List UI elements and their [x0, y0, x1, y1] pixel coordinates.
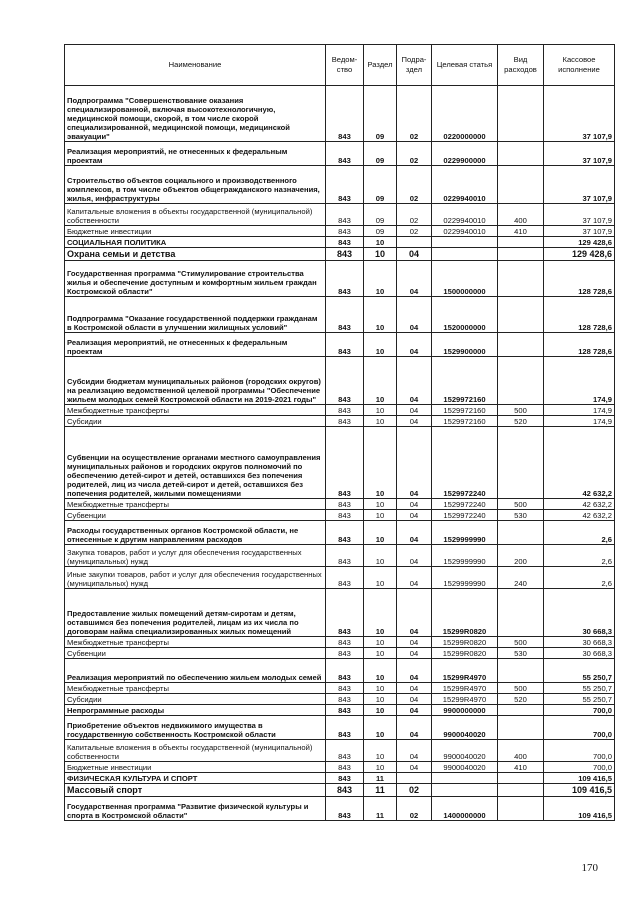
table-row — [65, 226, 615, 237]
row-name-cell: Субвенции на осуществление органами местного самоуправления муниципальных районов и городских округов полномочий по обеспечению детей-сирот и детей, оставшихся без попечения родителей, лиц из числа детей-сирот и детей, оставшихся без попечения родителей, жилыми помещениями — [65, 427, 326, 499]
row-amount-cell: 128 728,6 — [544, 333, 615, 357]
row-subsection-cell: 04 — [397, 659, 432, 683]
row-name-cell: Строительство объектов социального и производственного комплексов, в том числе объектов общегражданского назначения, жилья, инфраструктуры — [65, 166, 326, 204]
row-amount-cell: 129 428,6 — [544, 237, 615, 248]
row-name-cell: Межбюджетные трансферты — [65, 637, 326, 648]
row-subsection-cell: 04 — [397, 510, 432, 521]
row-target-cell: 0220000000 — [432, 86, 498, 142]
row-name-cell: Субсидии бюджетам муниципальных районов (городских округов) на реализацию ведомственной целевой программы "Обеспечение жильем молодых семей Костромской области на 2019-2021 годы" — [65, 357, 326, 405]
row-ministry-cell: 843 — [326, 166, 364, 204]
row-name-cell: Подпрограмма "Оказание государственной поддержки гражданам в Костромской области в улучшении жилищных условий" — [65, 297, 326, 333]
row-amount-cell: 2,6 — [544, 521, 615, 545]
row-subsection-cell: 04 — [397, 333, 432, 357]
row-subsection-cell: 04 — [397, 261, 432, 297]
header-section: Раздел — [364, 45, 397, 86]
table-row — [65, 416, 615, 427]
row-expense-cell — [498, 248, 544, 261]
row-section-cell: 10 — [364, 333, 397, 357]
row-target-cell: 0229940010 — [432, 166, 498, 204]
table-row — [65, 567, 615, 589]
row-target-cell: 9900040020 — [432, 762, 498, 773]
table-row — [65, 762, 615, 773]
row-name-cell: Межбюджетные трансферты — [65, 683, 326, 694]
row-name-cell: Предоставление жилых помещений детям-сиротам и детям, оставшимся без попечения родителей, лицам из их числа по договорам найма специализированных жилых помещений — [65, 589, 326, 637]
row-expense-cell — [498, 659, 544, 683]
row-name-cell: Субсидии — [65, 416, 326, 427]
row-expense-cell — [498, 705, 544, 716]
row-ministry-cell: 843 — [326, 705, 364, 716]
table-row — [65, 637, 615, 648]
row-amount-cell: 55 250,7 — [544, 683, 615, 694]
row-target-cell: 1529972240 — [432, 427, 498, 499]
row-subsection-cell: 04 — [397, 683, 432, 694]
row-subsection-cell: 04 — [397, 297, 432, 333]
row-name-cell: Приобретение объектов недвижимого имущества в государственную собственность Костромской области — [65, 716, 326, 740]
row-target-cell: 9900040020 — [432, 716, 498, 740]
table-row — [65, 297, 615, 333]
row-section-cell: 10 — [364, 716, 397, 740]
row-section-cell: 10 — [364, 545, 397, 567]
table-row — [65, 237, 615, 248]
row-amount-cell: 30 668,3 — [544, 637, 615, 648]
row-ministry-cell: 843 — [326, 521, 364, 545]
row-section-cell: 10 — [364, 521, 397, 545]
row-expense-cell: 530 — [498, 510, 544, 521]
row-ministry-cell: 843 — [326, 416, 364, 427]
row-section-cell: 10 — [364, 694, 397, 705]
row-name-cell: Расходы государственных органов Костромской области, не отнесенные к другим направлениям расходов — [65, 521, 326, 545]
row-subsection-cell: 04 — [397, 521, 432, 545]
budget-table — [64, 44, 615, 821]
row-subsection-cell: 04 — [397, 589, 432, 637]
row-expense-cell — [498, 797, 544, 821]
row-name-cell: Государственная программа "Стимулирование строительства жилья и обеспечение доступным и комфортным жильем граждан Костромской области" — [65, 261, 326, 297]
row-subsection-cell: 02 — [397, 204, 432, 226]
row-target-cell: 9900040020 — [432, 740, 498, 762]
row-section-cell: 10 — [364, 659, 397, 683]
row-ministry-cell: 843 — [326, 248, 364, 261]
row-name-cell: Реализация мероприятий, не отнесенных к федеральным проектам — [65, 333, 326, 357]
row-expense-cell: 520 — [498, 416, 544, 427]
row-section-cell: 10 — [364, 427, 397, 499]
row-subsection-cell: 02 — [397, 86, 432, 142]
table-row — [65, 648, 615, 659]
row-expense-cell — [498, 589, 544, 637]
row-ministry-cell: 843 — [326, 716, 364, 740]
row-target-cell: 1529972160 — [432, 405, 498, 416]
table-row — [65, 784, 615, 797]
row-subsection-cell: 02 — [397, 797, 432, 821]
row-target-cell: 1529972240 — [432, 510, 498, 521]
row-subsection-cell: 04 — [397, 357, 432, 405]
table-row — [65, 427, 615, 499]
row-section-cell: 09 — [364, 226, 397, 237]
table-row — [65, 694, 615, 705]
row-name-cell: Государственная программа "Развитие физической культуры и спорта в Костромской области" — [65, 797, 326, 821]
row-expense-cell: 400 — [498, 204, 544, 226]
row-section-cell: 10 — [364, 567, 397, 589]
row-target-cell — [432, 248, 498, 261]
row-amount-cell: 109 416,5 — [544, 773, 615, 784]
row-expense-cell: 520 — [498, 694, 544, 705]
row-amount-cell: 42 632,2 — [544, 427, 615, 499]
row-amount-cell: 129 428,6 — [544, 248, 615, 261]
table-row — [65, 740, 615, 762]
row-name-cell: Капитальные вложения в объекты государственной (муниципальной) собственности — [65, 204, 326, 226]
row-expense-cell: 500 — [498, 637, 544, 648]
row-name-cell: Капитальные вложения в объекты государственной (муниципальной) собственности — [65, 740, 326, 762]
header-amount: Кассовое исполнение — [544, 45, 615, 86]
row-amount-cell: 37 107,9 — [544, 86, 615, 142]
row-section-cell: 11 — [364, 773, 397, 784]
row-expense-cell — [498, 521, 544, 545]
row-section-cell: 10 — [364, 589, 397, 637]
table-row — [65, 357, 615, 405]
page-number: 170 — [581, 862, 598, 874]
row-section-cell: 11 — [364, 784, 397, 797]
row-expense-cell: 530 — [498, 648, 544, 659]
row-subsection-cell: 04 — [397, 248, 432, 261]
row-expense-cell: 240 — [498, 567, 544, 589]
row-section-cell: 10 — [364, 357, 397, 405]
row-target-cell: 1529999990 — [432, 521, 498, 545]
row-subsection-cell: 04 — [397, 705, 432, 716]
row-ministry-cell: 843 — [326, 784, 364, 797]
row-subsection-cell: 04 — [397, 637, 432, 648]
row-amount-cell: 55 250,7 — [544, 659, 615, 683]
row-section-cell: 09 — [364, 86, 397, 142]
row-target-cell: 1400000000 — [432, 797, 498, 821]
row-ministry-cell: 843 — [326, 648, 364, 659]
row-expense-cell — [498, 86, 544, 142]
row-section-cell: 09 — [364, 166, 397, 204]
table-row — [65, 333, 615, 357]
row-section-cell: 10 — [364, 248, 397, 261]
row-amount-cell: 128 728,6 — [544, 261, 615, 297]
row-expense-cell — [498, 297, 544, 333]
row-section-cell: 10 — [364, 637, 397, 648]
row-ministry-cell: 843 — [326, 427, 364, 499]
row-ministry-cell: 843 — [326, 357, 364, 405]
table-header-row — [65, 45, 615, 86]
table-body — [65, 86, 615, 821]
row-amount-cell: 109 416,5 — [544, 797, 615, 821]
row-section-cell: 11 — [364, 797, 397, 821]
row-ministry-cell: 843 — [326, 297, 364, 333]
row-expense-cell — [498, 357, 544, 405]
row-name-cell: Закупка товаров, работ и услуг для обеспечения государственных (муниципальных) нужд — [65, 545, 326, 567]
row-section-cell: 09 — [364, 142, 397, 166]
row-target-cell: 15299R4970 — [432, 694, 498, 705]
row-amount-cell: 128 728,6 — [544, 297, 615, 333]
row-subsection-cell: 04 — [397, 499, 432, 510]
row-name-cell: Охрана семьи и детства — [65, 248, 326, 261]
row-name-cell: Субвенции — [65, 510, 326, 521]
row-expense-cell — [498, 333, 544, 357]
row-section-cell: 10 — [364, 705, 397, 716]
row-name-cell: Субсидии — [65, 694, 326, 705]
row-name-cell: Бюджетные инвестиции — [65, 762, 326, 773]
row-target-cell — [432, 784, 498, 797]
row-name-cell: Подпрограмма "Совершенствование оказания специализированной, включая высокотехнологичную, медицинской помощи, скорой, в том числе скорой специализированной, медицинской помощи, медицинской эвакуации" — [65, 86, 326, 142]
row-target-cell: 0229940010 — [432, 226, 498, 237]
table-row — [65, 499, 615, 510]
row-amount-cell: 30 668,3 — [544, 589, 615, 637]
row-amount-cell: 42 632,2 — [544, 510, 615, 521]
row-amount-cell: 2,6 — [544, 567, 615, 589]
row-target-cell: 0229900000 — [432, 142, 498, 166]
row-amount-cell: 37 107,9 — [544, 204, 615, 226]
row-name-cell: Межбюджетные трансферты — [65, 405, 326, 416]
row-expense-cell — [498, 784, 544, 797]
row-subsection-cell: 04 — [397, 740, 432, 762]
table-row — [65, 166, 615, 204]
row-amount-cell: 37 107,9 — [544, 142, 615, 166]
row-expense-cell: 500 — [498, 499, 544, 510]
row-ministry-cell: 843 — [326, 204, 364, 226]
row-ministry-cell: 843 — [326, 762, 364, 773]
row-section-cell: 10 — [364, 762, 397, 773]
row-target-cell: 15299R0820 — [432, 637, 498, 648]
row-expense-cell — [498, 237, 544, 248]
table-row — [65, 659, 615, 683]
row-ministry-cell: 843 — [326, 683, 364, 694]
row-amount-cell: 700,0 — [544, 762, 615, 773]
row-subsection-cell: 04 — [397, 567, 432, 589]
row-ministry-cell: 843 — [326, 659, 364, 683]
row-target-cell: 15299R4970 — [432, 659, 498, 683]
row-target-cell: 1529999990 — [432, 545, 498, 567]
table-row — [65, 705, 615, 716]
row-section-cell: 09 — [364, 204, 397, 226]
table-row — [65, 545, 615, 567]
header-target: Целевая статья — [432, 45, 498, 86]
row-ministry-cell: 843 — [326, 567, 364, 589]
row-ministry-cell: 843 — [326, 797, 364, 821]
row-subsection-cell: 02 — [397, 166, 432, 204]
row-expense-cell: 410 — [498, 226, 544, 237]
row-ministry-cell: 843 — [326, 637, 364, 648]
row-ministry-cell: 843 — [326, 694, 364, 705]
row-section-cell: 10 — [364, 405, 397, 416]
row-ministry-cell: 843 — [326, 405, 364, 416]
row-name-cell: СОЦИАЛЬНАЯ ПОЛИТИКА — [65, 237, 326, 248]
row-name-cell: Реализация мероприятий по обеспечению жильем молодых семей — [65, 659, 326, 683]
row-target-cell: 15299R0820 — [432, 648, 498, 659]
row-ministry-cell: 843 — [326, 333, 364, 357]
row-subsection-cell: 02 — [397, 226, 432, 237]
row-section-cell: 10 — [364, 297, 397, 333]
row-expense-cell: 500 — [498, 405, 544, 416]
row-amount-cell: 30 668,3 — [544, 648, 615, 659]
row-amount-cell: 2,6 — [544, 545, 615, 567]
row-expense-cell: 500 — [498, 683, 544, 694]
table-row — [65, 204, 615, 226]
row-amount-cell: 37 107,9 — [544, 166, 615, 204]
row-amount-cell: 174,9 — [544, 416, 615, 427]
row-section-cell: 10 — [364, 237, 397, 248]
row-amount-cell: 37 107,9 — [544, 226, 615, 237]
row-ministry-cell: 843 — [326, 226, 364, 237]
row-ministry-cell: 843 — [326, 545, 364, 567]
row-name-cell: Межбюджетные трансферты — [65, 499, 326, 510]
row-amount-cell: 55 250,7 — [544, 694, 615, 705]
row-subsection-cell: 04 — [397, 416, 432, 427]
row-amount-cell: 700,0 — [544, 716, 615, 740]
row-name-cell: Иные закупки товаров, работ и услуг для обеспечения государственных (муниципальных) нужд — [65, 567, 326, 589]
row-target-cell: 0229940010 — [432, 204, 498, 226]
row-expense-cell — [498, 261, 544, 297]
row-ministry-cell: 843 — [326, 510, 364, 521]
row-name-cell: ФИЗИЧЕСКАЯ КУЛЬТУРА И СПОРТ — [65, 773, 326, 784]
table-row — [65, 142, 615, 166]
row-name-cell: Массовый спорт — [65, 784, 326, 797]
row-expense-cell: 200 — [498, 545, 544, 567]
row-ministry-cell: 843 — [326, 261, 364, 297]
row-target-cell — [432, 773, 498, 784]
row-target-cell: 1529972160 — [432, 416, 498, 427]
row-amount-cell: 174,9 — [544, 357, 615, 405]
row-expense-cell — [498, 166, 544, 204]
row-target-cell: 1529972240 — [432, 499, 498, 510]
table-row — [65, 589, 615, 637]
row-target-cell — [432, 237, 498, 248]
row-section-cell: 10 — [364, 416, 397, 427]
header-subsection: Подра-здел — [397, 45, 432, 86]
row-subsection-cell: 04 — [397, 405, 432, 416]
row-ministry-cell: 843 — [326, 589, 364, 637]
row-ministry-cell: 843 — [326, 740, 364, 762]
row-amount-cell: 109 416,5 — [544, 784, 615, 797]
row-name-cell: Реализация мероприятий, не отнесенных к федеральным проектам — [65, 142, 326, 166]
row-section-cell: 10 — [364, 510, 397, 521]
table-row — [65, 773, 615, 784]
row-expense-cell: 400 — [498, 740, 544, 762]
row-target-cell: 15299R0820 — [432, 589, 498, 637]
row-expense-cell — [498, 716, 544, 740]
row-target-cell: 1520000000 — [432, 297, 498, 333]
table-row — [65, 521, 615, 545]
table-row — [65, 405, 615, 416]
row-subsection-cell: 04 — [397, 694, 432, 705]
row-amount-cell: 42 632,2 — [544, 499, 615, 510]
row-section-cell: 10 — [364, 499, 397, 510]
table-row — [65, 683, 615, 694]
row-amount-cell: 700,0 — [544, 740, 615, 762]
row-ministry-cell: 843 — [326, 773, 364, 784]
row-expense-cell: 410 — [498, 762, 544, 773]
row-name-cell: Субвенции — [65, 648, 326, 659]
row-expense-cell — [498, 773, 544, 784]
row-subsection-cell: 02 — [397, 142, 432, 166]
row-target-cell: 9900000000 — [432, 705, 498, 716]
row-target-cell: 1500000000 — [432, 261, 498, 297]
row-section-cell: 10 — [364, 648, 397, 659]
header-ministry: Ведом-ство — [326, 45, 364, 86]
table-row — [65, 716, 615, 740]
row-subsection-cell — [397, 773, 432, 784]
row-amount-cell: 700,0 — [544, 705, 615, 716]
row-subsection-cell: 04 — [397, 545, 432, 567]
row-target-cell: 1529999990 — [432, 567, 498, 589]
row-section-cell: 10 — [364, 740, 397, 762]
table-row — [65, 248, 615, 261]
table-row — [65, 797, 615, 821]
row-ministry-cell: 843 — [326, 237, 364, 248]
row-expense-cell — [498, 142, 544, 166]
table-row — [65, 261, 615, 297]
table-row — [65, 86, 615, 142]
row-target-cell: 15299R4970 — [432, 683, 498, 694]
row-ministry-cell: 843 — [326, 499, 364, 510]
row-subsection-cell: 04 — [397, 762, 432, 773]
row-target-cell: 1529972160 — [432, 357, 498, 405]
row-name-cell: Бюджетные инвестиции — [65, 226, 326, 237]
row-section-cell: 10 — [364, 683, 397, 694]
row-ministry-cell: 843 — [326, 142, 364, 166]
row-target-cell: 1529900000 — [432, 333, 498, 357]
header-expense: Вид расходов — [498, 45, 544, 86]
row-name-cell: Непрограммные расходы — [65, 705, 326, 716]
row-amount-cell: 174,9 — [544, 405, 615, 416]
row-ministry-cell: 843 — [326, 86, 364, 142]
row-section-cell: 10 — [364, 261, 397, 297]
row-subsection-cell: 04 — [397, 427, 432, 499]
row-subsection-cell: 04 — [397, 648, 432, 659]
row-subsection-cell: 02 — [397, 784, 432, 797]
row-expense-cell — [498, 427, 544, 499]
row-subsection-cell — [397, 237, 432, 248]
row-subsection-cell: 04 — [397, 716, 432, 740]
header-name: Наименование — [65, 45, 326, 86]
table-row — [65, 510, 615, 521]
